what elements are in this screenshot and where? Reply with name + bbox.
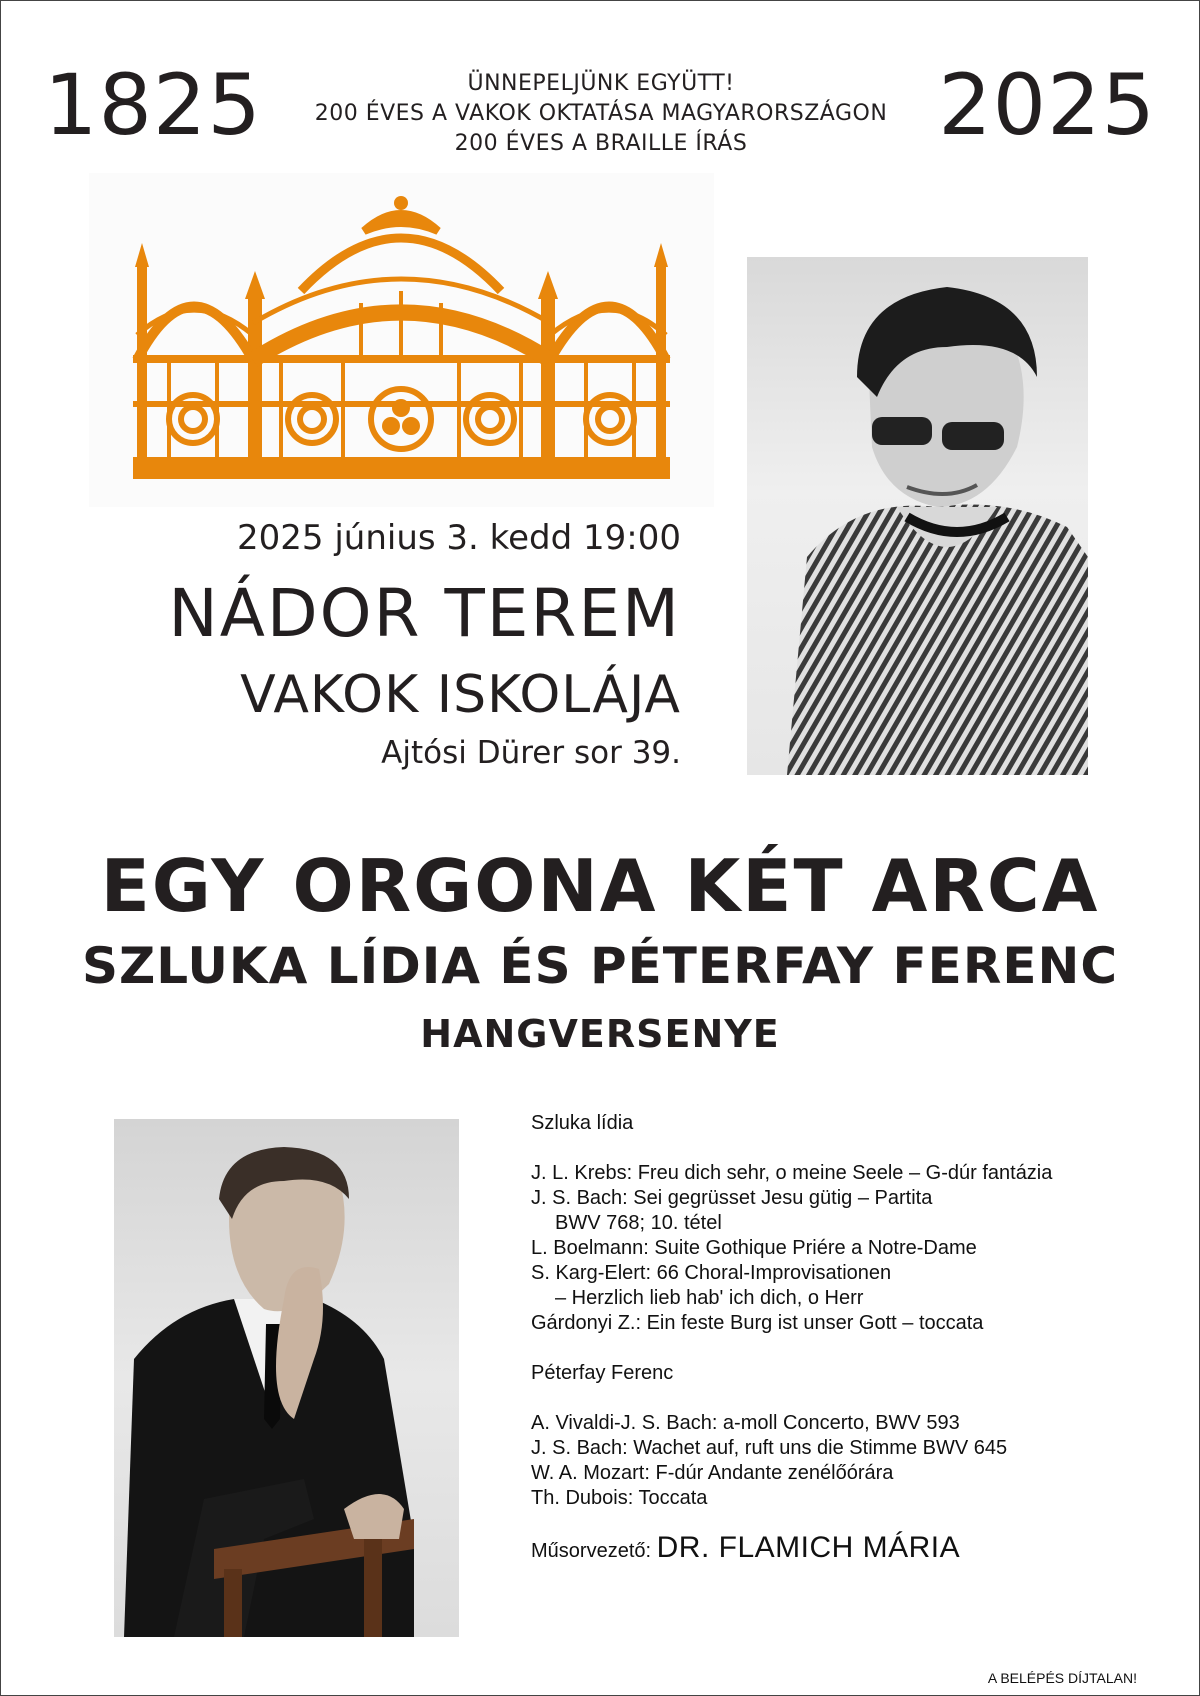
program-item: W. A. Mozart: F-dúr Andante zenélőórára: [531, 1462, 894, 1484]
program-item: BWV 768; 10. tétel: [555, 1212, 722, 1234]
event-date: 2025 június 3. kedd 19:00: [237, 518, 681, 558]
concert-subtitle: HANGVERSENYE: [420, 1012, 780, 1056]
school-name: VAKOK ISKOLÁJA: [240, 665, 681, 725]
program-list: [531, 1411, 1171, 1511]
performer-photo-man: [114, 1119, 459, 1637]
venue-address: Ajtósi Dürer sor 39.: [381, 735, 681, 771]
program-list: [531, 1161, 1171, 1336]
portrait-woman-image: [747, 257, 1088, 775]
performers-title: SZLUKA LÍDIA ÉS PÉTERFAY FERENC: [81, 937, 1119, 995]
host-name: DR. FLAMICH MÁRIA: [656, 1531, 961, 1564]
concert-title: EGY ORGONA KÉT ARCA: [100, 844, 1100, 928]
program-item: J. L. Krebs: Freu dich sehr, o meine Seele – G-dúr fantázia: [531, 1162, 1053, 1184]
concert-program: [531, 1111, 1171, 1564]
school-logo: [89, 173, 714, 507]
anniversary-tagline: [241, 69, 961, 159]
portrait-man-image: [114, 1119, 459, 1637]
program-item: A. Vivaldi-J. S. Bach: a-moll Concerto, BWV 593: [531, 1412, 960, 1434]
year-2025: 2025: [938, 56, 1156, 154]
program-item: S. Karg-Elert: 66 Choral-Improvisationen: [531, 1262, 892, 1284]
host-label: Műsorvezető:: [531, 1540, 652, 1562]
program-item: J. S. Bach: Sei gegrüsset Jesu gütig – Partita: [531, 1187, 933, 1209]
ornamental-gate-icon: [129, 195, 674, 485]
tagline-line: 200 ÉVES A BRAILLE ÍRÁS: [454, 131, 748, 156]
program-item: Gárdonyi Z.: Ein feste Burg ist unser Gott – toccata: [531, 1312, 984, 1334]
tagline-line: 200 ÉVES A VAKOK OKTATÁSA MAGYARORSZÁGON: [314, 101, 888, 126]
host-line: [531, 1531, 1171, 1564]
program-item: Th. Dubois: Toccata: [531, 1487, 708, 1509]
performer-name: Péterfay Ferenc: [531, 1362, 674, 1384]
program-item: – Herzlich lieb hab' ich dich, o Herr: [555, 1287, 864, 1309]
free-entry-notice: A BELÉPÉS DÍJTALAN!: [987, 1670, 1137, 1686]
performer-name: Szluka lídia: [531, 1112, 634, 1134]
program-item: J. S. Bach: Wachet auf, ruft uns die Stimme BWV 645: [531, 1437, 1008, 1459]
program-item: L. Boelmann: Suite Gothique Priére a Notre-Dame: [531, 1237, 977, 1259]
venue-name: NÁDOR TEREM: [168, 575, 681, 652]
performer-photo-woman: [747, 257, 1088, 775]
year-1825: 1825: [44, 56, 262, 154]
tagline-line: ÜNNEPELJÜNK EGYÜTT!: [467, 71, 735, 96]
